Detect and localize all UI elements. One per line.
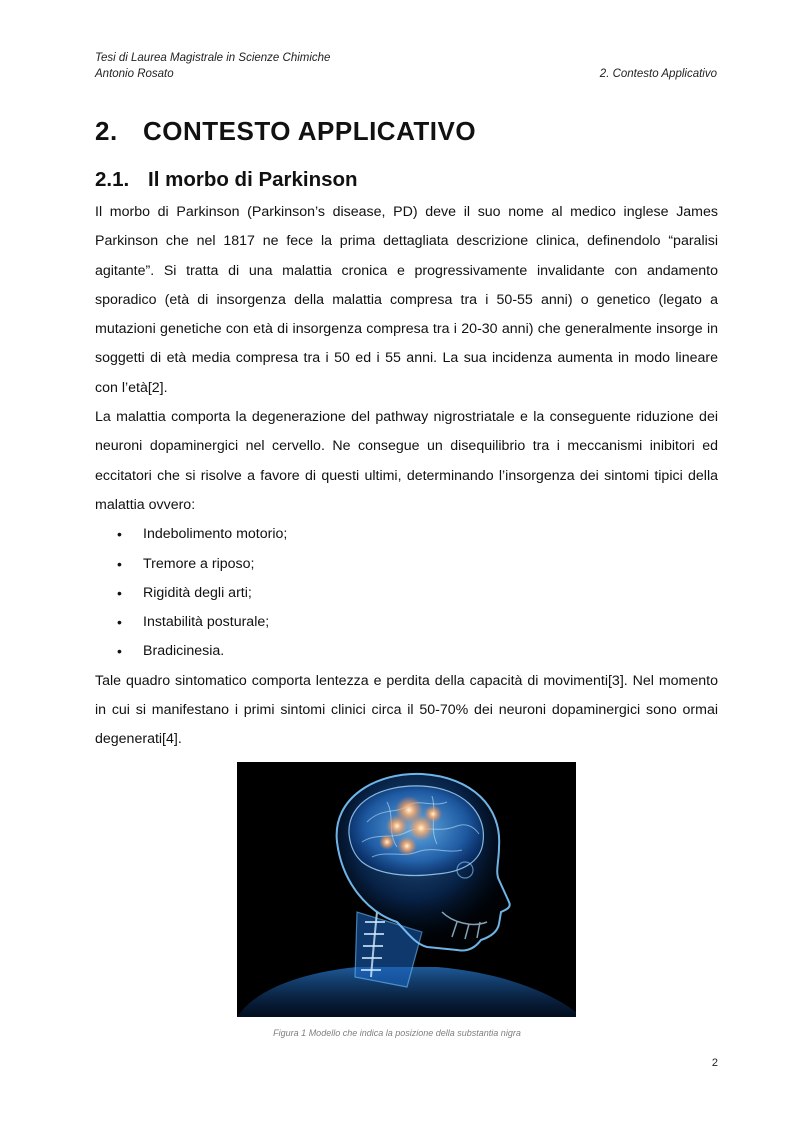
bullet-icon: • xyxy=(117,526,122,543)
list-item xyxy=(95,520,718,549)
section-title xyxy=(95,168,358,192)
bullet-icon: • xyxy=(117,643,122,660)
list-item-text: Instabilità posturale; xyxy=(143,614,270,631)
list-item-text: Tremore a riposo; xyxy=(143,555,255,572)
glow-point xyxy=(386,815,408,837)
paragraph-symptoms: Tale quadro sintomatico comporta lentezza e perdita della capacità di movimenti[3]. Nel momento in cui si manifestano i primi sintomi clinici circa il 50-70% dei neuroni dopaminergici sono ormai degenerati[4]. xyxy=(95,672,718,748)
chapter-number: 2. xyxy=(95,116,118,146)
bullet-icon: • xyxy=(117,584,122,601)
bullet-icon: • xyxy=(117,614,122,631)
page-number: 2 xyxy=(711,1057,718,1069)
list-item-text: Indebolimento motorio; xyxy=(143,526,288,543)
bullet-icon: • xyxy=(117,555,122,572)
list-item-text: Rigidità degli arti; xyxy=(143,584,252,601)
chapter-title-text: CONTESTO APPLICATIVO xyxy=(143,116,477,146)
paragraph-intro: Il morbo di Parkinson (Parkinson’s disease, PD) deve il suo nome al medico inglese James Parkinson che nel 1817 ne fece la prima dettagliata descrizione clinica, definendolo “paralisi agitante”. Si tratta di una malattia cronica e progressivamente invalidante con andamento sporadico (età di insorgenza della malattia compresa tra i 50-55 anni) o genetico (legato a mutazioni genetiche con età di insorgenza compresa tra i 20-30 anni) che generalmente insorge in soggetti di età media compresa tra i 50 ed i 55 anni. La sua incidenza aumenta in modo lineare con l’età[2]. xyxy=(95,204,718,396)
brain-illustration xyxy=(237,762,576,1017)
glow-point xyxy=(397,836,417,856)
brain-figure xyxy=(237,762,576,1017)
header-author: Antonio Rosato xyxy=(95,68,174,80)
glow-point xyxy=(379,834,395,850)
header-chapter-ref: 2. Contesto Applicativo xyxy=(599,68,717,80)
section-number: 2.1. xyxy=(95,168,130,191)
list-item xyxy=(95,608,718,637)
list-item xyxy=(95,550,718,579)
section-title-text: Il morbo di Parkinson xyxy=(148,168,358,191)
list-item-text: Bradicinesia. xyxy=(143,643,225,660)
glow-point xyxy=(424,805,442,823)
list-item xyxy=(95,637,718,666)
figure-caption: Figura 1 Modello che indica la posizione della substantia nigra xyxy=(273,1028,521,1038)
body-text xyxy=(95,198,718,755)
symptom-list xyxy=(95,520,718,666)
header-thesis-title: Tesi di Laurea Magistrale in Scienze Chimiche xyxy=(95,52,331,64)
list-item xyxy=(95,579,718,608)
running-header-left xyxy=(95,50,330,82)
paragraph-pathology: La malattia comporta la degenerazione del pathway nigrostriatale e la conseguente riduzione dei neuroni dopaminergici nel cervello. Ne consegue un disequilibrio tra i meccanismi inibitori ed eccitatori che si risolve a favore di questi ultimi, determinando l’insorgenza dei sintomi tipici della malattia ovvero: xyxy=(95,409,718,513)
chapter-title xyxy=(95,116,476,147)
